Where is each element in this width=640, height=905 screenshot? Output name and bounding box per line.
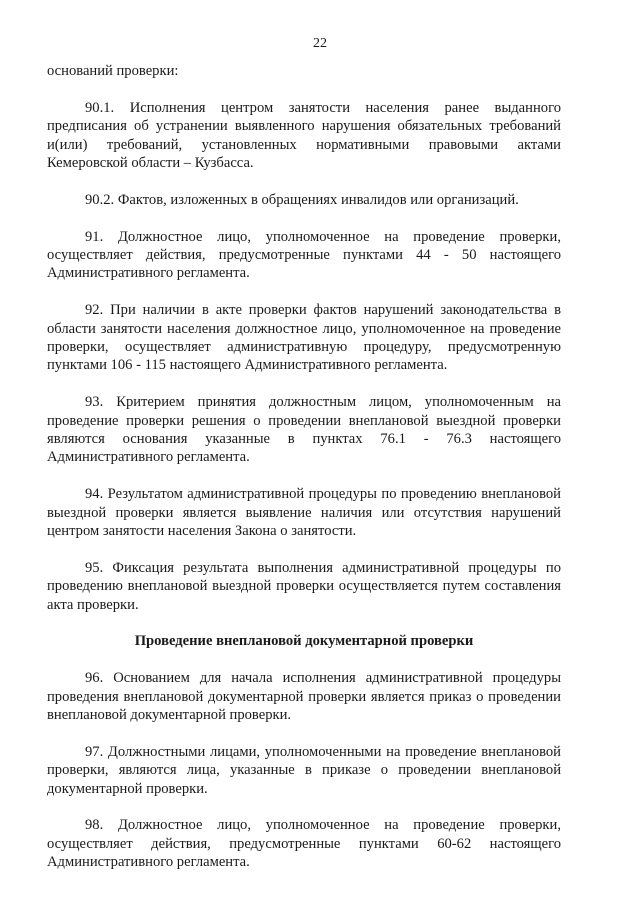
paragraph-94: 94. Результатом административной процедуры по проведению внеплановой выездной проверки является выявление наличия или отсутствия нарушений центром занятости населения Закона о занятости.: [47, 486, 561, 540]
document-body: [47, 62, 561, 890]
paragraph-98: 98. Должностное лицо, уполномоченное на проведение проверки, осуществляет действия, предусмотренные пунктами 60-62 настоящего Административного регламента.: [47, 817, 561, 871]
section-heading: Проведение внеплановой документарной проверки: [134, 633, 474, 650]
paragraph-93: 93. Критерием принятия должностным лицом, уполномоченным на проведение проверки решения о проведении внеплановой выездной проверки являются основания указанные в пунктах 76.1 - 76.3 настоящего Административного регламента.: [47, 394, 561, 466]
paragraph-90-1: 90.1. Исполнения центром занятости населения ранее выданного предписания об устранении выявленного нарушения обязательных требований и(или) требований, установленных нормативными правовыми актами Кемеровской области – Кузбасса.: [47, 99, 561, 172]
paragraph-97: 97. Должностными лицами, уполномоченными на проведение внеплановой проверки, являются лица, указанные в приказе о проведении внеплановой документарной проверки.: [47, 743, 561, 797]
page-number: 22: [313, 36, 327, 51]
paragraph-90-2: 90.2. Фактов, изложенных в обращениях инвалидов или организаций.: [85, 191, 519, 208]
paragraph-95: 95. Фиксация результата выполнения административной процедуры по проведению внеплановой выездной проверки осуществляется путем составления акта проверки.: [47, 559, 561, 613]
paragraph-continuation: оснований проверки:: [47, 63, 179, 79]
paragraph-91: 91. Должностное лицо, уполномоченное на проведение проверки, осуществляет действия, предусмотренные пунктами 44 - 50 настоящего Административного регламента.: [47, 228, 561, 282]
paragraph-92: 92. При наличии в акте проверки фактов нарушений законодательства в области занятости населения должностное лицо, уполномоченное на проведение проверки, осуществляет административную процедуру, предусмотренную пунктами 106 - 115 настоящего Административного регламента.: [47, 302, 561, 374]
paragraph-96: 96. Основанием для начала исполнения административной процедуры проведения внеплановой документарной проверки является приказ о проведении внеплановой документарной проверки.: [47, 670, 561, 724]
